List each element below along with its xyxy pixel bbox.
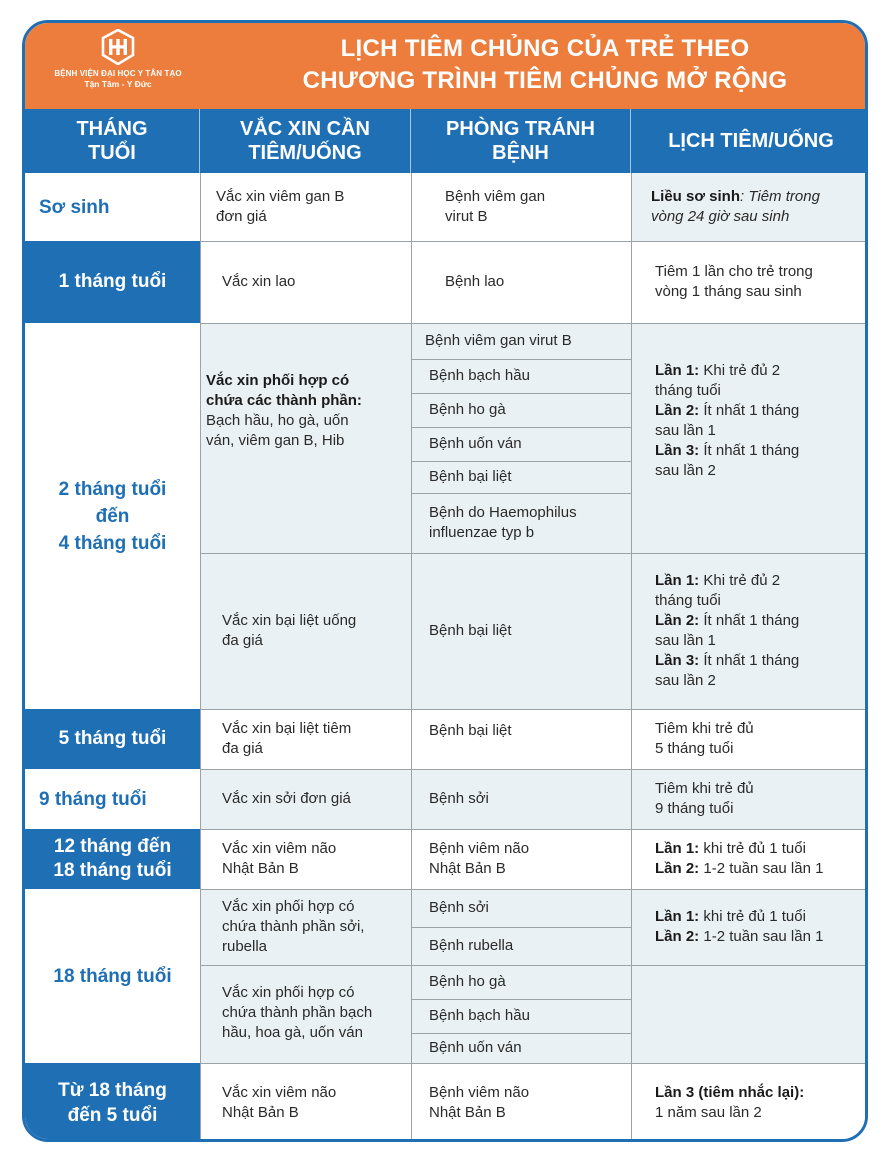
grid-line: [411, 359, 631, 360]
vaccine-combo-6in1: Vắc xin phối hợp có chứa các thành phần: Bạch hầu, ho gà, uốn ván, viêm gan B, Hib: [200, 323, 411, 553]
month-12-18: 12 tháng đến 18 tháng tuổi: [25, 829, 200, 889]
schedule-booster: Lần 3 (tiêm nhắc lại): 1 năm sau lần 2: [631, 1063, 868, 1142]
header-schedule: LỊCH TIÊM/UỐNG: [631, 109, 868, 173]
grid-line: [631, 173, 632, 1142]
disease-polio-ipv: Bệnh bại liệt: [411, 709, 631, 769]
month-18m-5y: Từ 18 tháng đến 5 tuổi: [25, 1063, 200, 1142]
disease-hepb-2: Bệnh viêm gan virut B: [411, 323, 631, 359]
disease-tetanus: Bệnh uốn ván: [411, 427, 631, 461]
grid-line: [411, 493, 631, 494]
disease-measles-2: Bệnh sởi: [411, 889, 631, 927]
grid-line: [200, 553, 868, 554]
grid-line: [411, 427, 631, 428]
disease-polio-opv: Bệnh bại liệt: [411, 553, 631, 709]
grid-line: [411, 999, 631, 1000]
header-vaccine: VẮC XIN CẦN TIÊM/UỐNG: [200, 109, 411, 173]
disease-measles: Bệnh sởi: [411, 769, 631, 829]
grid-line: [411, 393, 631, 394]
hospital-logo-icon: [101, 29, 135, 65]
month-1: 1 tháng tuổi: [25, 241, 200, 323]
vaccine-dtp: Vắc xin phối hợp có chứa thành phần bạch hầu, hoa gà, uốn ván: [200, 965, 411, 1063]
schedule-9: Tiêm khi trẻ đủ 9 tháng tuổi: [631, 769, 868, 829]
month-5: 5 tháng tuổi: [25, 709, 200, 769]
schedule-card: [22, 20, 868, 1142]
grid-line: [200, 323, 868, 324]
grid-line: [200, 889, 868, 890]
schedule-dtp-empty: [631, 965, 868, 1063]
vaccine-je-booster: Vắc xin viêm não Nhật Bản B: [200, 1063, 411, 1142]
hospital-logo: [33, 29, 203, 105]
grid-line: [411, 173, 412, 1142]
disease-hepb: Bệnh viêm gan virut B: [411, 173, 631, 241]
schedule-newborn: Liều sơ sinh: Tiêm trong vòng 24 giờ sau sinh: [631, 173, 868, 241]
header-month: THÁNG TUỔI: [25, 109, 200, 173]
schedule-opv: Lần 1: Khi trẻ đủ 2 tháng tuổi Lần 2: Ít nhất 1 tháng sau lần 1 Lần 3: Ít nhất 1 tháng sau lần 2: [631, 553, 868, 709]
page-title: [225, 33, 865, 97]
disease-pertussis: Bệnh ho gà: [411, 393, 631, 427]
grid-line: [411, 927, 631, 928]
disease-tetanus-2: Bệnh uốn ván: [411, 1033, 631, 1063]
vaccine-ipv: Vắc xin bại liệt tiêm đa giá: [200, 709, 411, 769]
title-banner: [25, 23, 868, 109]
grid-line: [200, 173, 201, 1142]
month-newborn: Sơ sinh: [25, 173, 200, 241]
header-disease: PHÒNG TRÁNH BỆNH: [411, 109, 631, 173]
vaccine-mr: Vắc xin phối hợp có chứa thành phần sởi, rubella: [200, 889, 411, 965]
disease-polio: Bệnh bại liệt: [411, 461, 631, 493]
vaccine-measles: Vắc xin sởi đơn giá: [200, 769, 411, 829]
disease-je: Bệnh viêm não Nhật Bản B: [411, 829, 631, 889]
disease-diphtheria-2: Bệnh bạch hầu: [411, 999, 631, 1033]
grid-line: [200, 1063, 868, 1064]
disease-je-2: Bệnh viêm não Nhật Bản B: [411, 1063, 631, 1142]
grid-line: [411, 1033, 631, 1034]
schedule-mr: Lần 1: khi trẻ đủ 1 tuổi Lần 2: 1-2 tuần sau lần 1: [631, 889, 868, 965]
month-2-4: 2 tháng tuổi đến 4 tháng tuổi: [25, 323, 200, 709]
vaccine-bcg: Vắc xin lao: [200, 241, 411, 323]
disease-rubella: Bệnh rubella: [411, 927, 631, 965]
vaccine-hepb: Vắc xin viêm gan B đơn giá: [200, 173, 411, 241]
disease-pertussis-2: Bệnh ho gà: [411, 965, 631, 999]
grid-line: [411, 461, 631, 462]
grid-line: [200, 709, 868, 710]
disease-tb: Bệnh lao: [411, 241, 631, 323]
grid-line: [200, 965, 868, 966]
vaccine-je: Vắc xin viêm não Nhật Bản B: [200, 829, 411, 889]
grid-line: [200, 769, 868, 770]
month-9: 9 tháng tuổi: [25, 769, 200, 829]
schedule-5: Tiêm khi trẻ đủ 5 tháng tuổi: [631, 709, 868, 769]
month-18: 18 tháng tuổi: [25, 889, 200, 1063]
title-line-2: CHƯƠNG TRÌNH TIÊM CHỦNG MỞ RỘNG: [302, 67, 788, 94]
schedule-1: Tiêm 1 lần cho trẻ trong vòng 1 tháng sau sinh: [631, 241, 868, 323]
hospital-name: BỆNH VIỆN ĐẠI HỌC Y TÂN TẠO: [54, 69, 182, 78]
schedule-12-18: Lần 1: khi trẻ đủ 1 tuổi Lần 2: 1-2 tuần sau lần 1: [631, 829, 868, 889]
title-line-1: LỊCH TIÊM CHỦNG CỦA TRẺ THEO: [340, 35, 750, 62]
grid-line: [200, 829, 868, 830]
hospital-slogan: Tận Tâm - Y Đức: [84, 79, 152, 89]
vaccine-opv: Vắc xin bại liệt uống đa giá: [200, 553, 411, 709]
disease-hib: Bệnh do Haemophilus influenzae typ b: [411, 493, 631, 553]
grid-line: [200, 241, 868, 242]
schedule-combo-6in1: Lần 1: Khi trẻ đủ 2 tháng tuổi Lần 2: Ít nhất 1 tháng sau lần 1 Lần 3: Ít nhất 1 tháng sau lần 2: [631, 323, 868, 553]
disease-diphtheria: Bệnh bạch hầu: [411, 359, 631, 393]
